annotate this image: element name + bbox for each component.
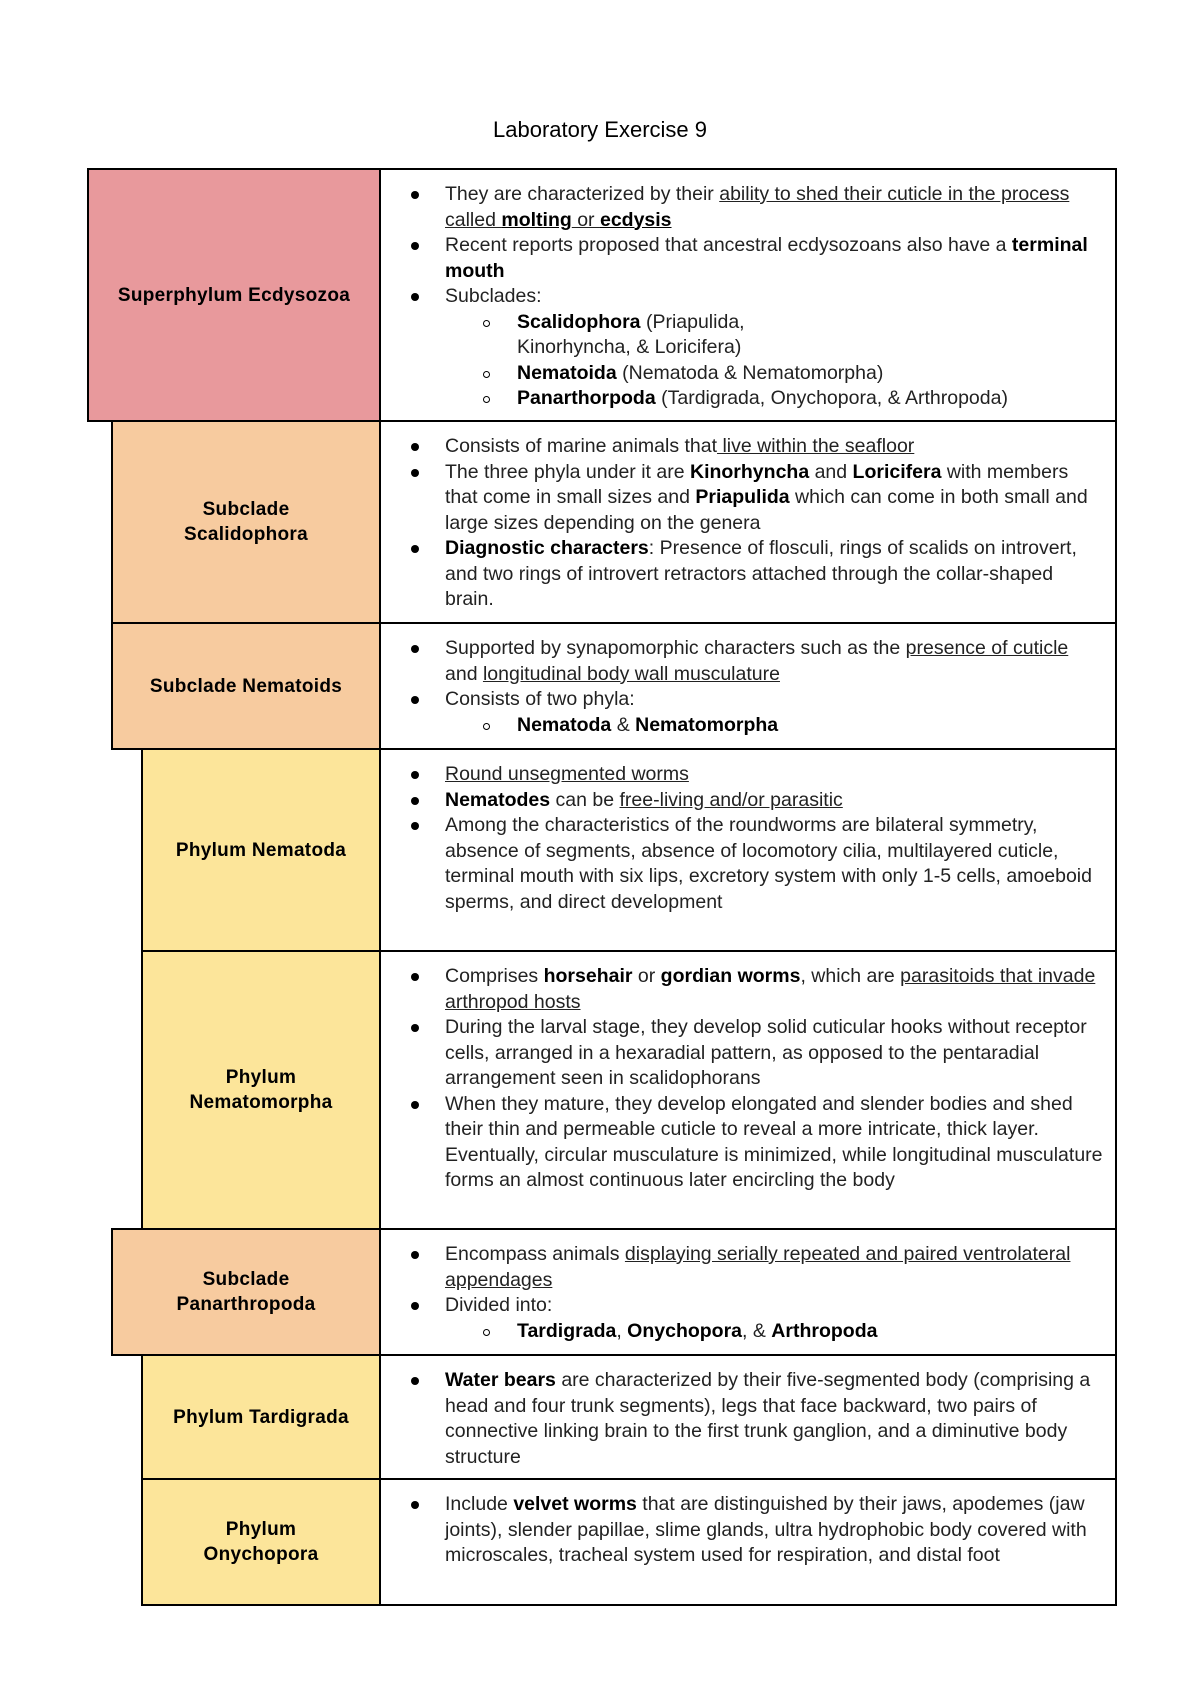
row-label-phylum-nematoda	[141, 748, 381, 952]
sub-list-item: Nematoida (Nematoda & Nematomorpha)	[391, 361, 1105, 387]
list-item: Comprises horsehair or gordian worms, which are parasitoids that invade arthropod hosts	[391, 964, 1105, 1015]
row-label-subclade-nematoids	[111, 622, 381, 750]
label-text: Phylum Nematomorpha	[189, 1067, 333, 1113]
sub-list-item: Panarthorpoda (Tardigrada, Onychopora, & Arthropoda)	[391, 386, 1105, 412]
row-content-subclade-panarthropoda	[379, 1228, 1117, 1356]
list-item: When they mature, they develop elongated and slender bodies and shed their thin and permeable cuticle to reveal a more intricate, thick layer. Eventually, circular musculature is minimized, while longitudinal musculature forms an almost continuous later encircling the body	[391, 1092, 1105, 1194]
list-item: Round unsegmented worms	[391, 762, 1105, 788]
row-label-phylum-onychopora	[141, 1478, 381, 1606]
row-content-phylum-nematoda	[379, 748, 1117, 952]
row-content-subclade-nematoids	[379, 622, 1117, 750]
label-text: Phylum Tardigrada	[173, 1406, 349, 1428]
list-item: During the larval stage, they develop solid cuticular hooks without receptor cells, arranged in a hexaradial pattern, as opposed to the pentaradial arrangement seen in scalidophorans	[391, 1015, 1105, 1092]
list-item: Recent reports proposed that ancestral ecdysozoans also have a terminal mouth	[391, 233, 1105, 284]
row-label-phylum-nematomorpha	[141, 950, 381, 1230]
list-item: Divided into:	[391, 1293, 1105, 1319]
list-item: Water bears are characterized by their five-segmented body (comprising a head and four trunk segments), legs that face backward, two pairs of connective linking brain to the first trunk ganglion, and a diminutive body structure	[391, 1368, 1105, 1470]
list-item: Consists of marine animals that live within the seafloor	[391, 434, 1105, 460]
list-item: The three phyla under it are Kinorhyncha and Loricifera with members that come in small sizes and Priapulida which can come in both small and large sizes depending on the genera	[391, 460, 1105, 537]
page-title: Laboratory Exercise 9	[493, 117, 707, 142]
list-item: Among the characteristics of the roundworms are bilateral symmetry, absence of segments, absence of locomotory cilia, multilayered cuticle, terminal mouth with six lips, excretory system with only 1-5 cells, amoeboid sperms, and direct development	[391, 813, 1105, 915]
row-label-superphylum-ecdysozoa	[87, 168, 381, 422]
list-item: They are characterized by their ability to shed their cuticle in the process called molting or ecdysis	[391, 182, 1105, 233]
row-content-superphylum-ecdysozoa	[379, 168, 1117, 422]
label-text: Superphylum Ecdysozoa	[117, 284, 351, 306]
row-label-phylum-tardigrada	[141, 1354, 381, 1480]
sub-list-item: Nematoda & Nematomorpha	[391, 713, 1105, 739]
list-item: Include velvet worms that are distinguished by their jaws, apodemes (jaw joints), slender papillae, slime glands, ultra hydrophobic body covered with microscales, tracheal system used for respiration, and distal foot	[391, 1492, 1105, 1569]
row-content-phylum-nematomorpha	[379, 950, 1117, 1230]
row-content-phylum-onychopora	[379, 1478, 1117, 1606]
label-text: Subclade Scalidophora	[184, 499, 308, 545]
list-item: Diagnostic characters: Presence of flosculi, rings of scalids on introvert, and two rings of introvert retractors attached through the collar-shaped brain.	[391, 536, 1105, 613]
list-item: Consists of two phyla:	[391, 687, 1105, 713]
list-item: Subclades:	[391, 284, 1105, 310]
sub-list-item: Scalidophora (Priapulida, Kinorhyncha, & Loricifera)	[391, 310, 1105, 361]
list-item: Encompass animals displaying serially repeated and paired ventrolateral appendages	[391, 1242, 1105, 1293]
row-label-subclade-scalidophora	[111, 420, 381, 624]
list-item: Supported by synapomorphic characters such as the presence of cuticle and longitudinal body wall musculature	[391, 636, 1105, 687]
label-text: Subclade Nematoids	[149, 675, 343, 697]
row-content-phylum-tardigrada	[379, 1354, 1117, 1480]
sub-list-item: Tardigrada, Onychopora, & Arthropoda	[391, 1319, 1105, 1345]
label-text: Subclade Panarthropoda	[176, 1269, 316, 1315]
list-item: Nematodes can be free-living and/or parasitic	[391, 788, 1105, 814]
label-text: Phylum Onychopora	[203, 1519, 319, 1565]
row-label-subclade-panarthropoda	[111, 1228, 381, 1356]
row-content-subclade-scalidophora	[379, 420, 1117, 624]
label-text: Phylum Nematoda	[175, 839, 347, 861]
